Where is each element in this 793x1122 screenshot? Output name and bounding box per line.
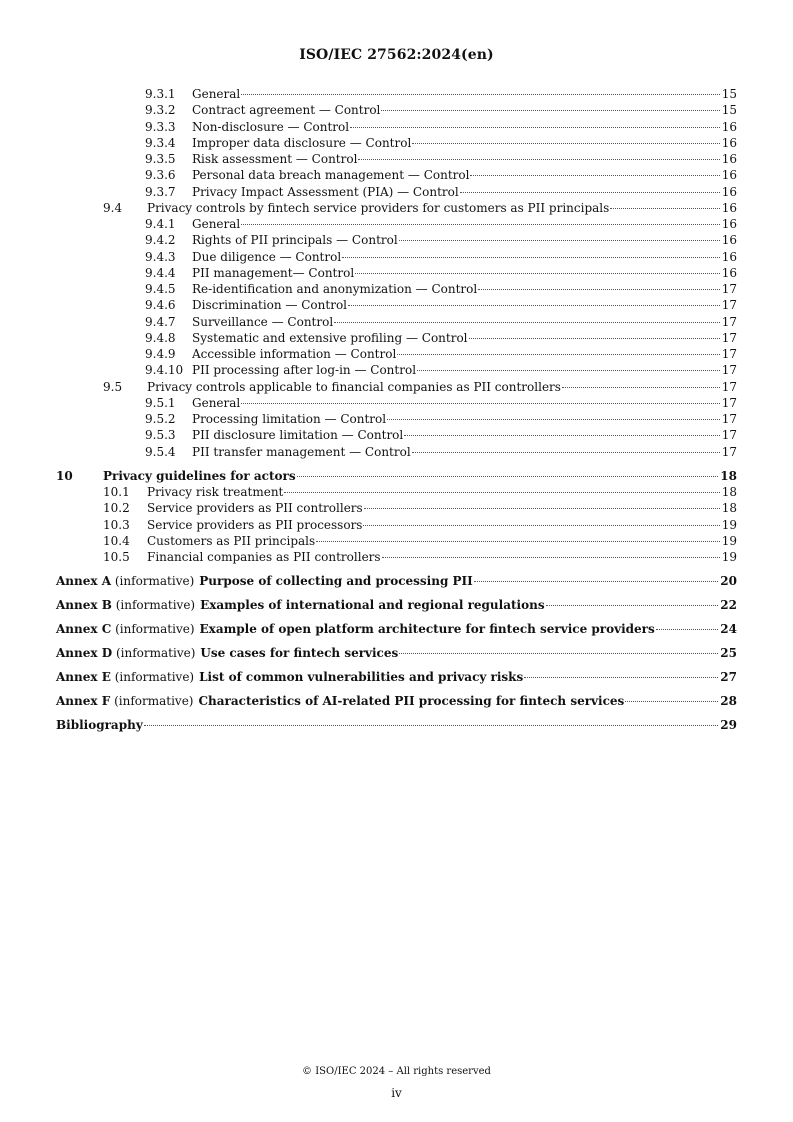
toc-entry-number: 9.3.4 bbox=[145, 135, 176, 150]
toc-entry-title: Contract agreement — Control bbox=[192, 103, 381, 118]
annex-type: (informative) bbox=[114, 574, 195, 589]
toc-annex-e[interactable] bbox=[56, 669, 737, 685]
toc-entry-title: Privacy risk treatment bbox=[147, 485, 284, 499]
toc-entry-9-4-6[interactable] bbox=[56, 297, 737, 313]
toc-entry-number: 9.4.1 bbox=[145, 217, 176, 231]
toc-entry-9-3-3[interactable] bbox=[56, 119, 737, 135]
toc-annex-a[interactable] bbox=[56, 573, 737, 589]
toc-entry-number: 9.4.2 bbox=[145, 233, 176, 248]
toc-entry-page: 25 bbox=[720, 646, 737, 661]
copyright-footer: © ISO/IEC 2024 – All rights reserved bbox=[302, 1066, 491, 1077]
toc-entry-page: 17 bbox=[721, 347, 737, 361]
toc-section-10-3[interactable] bbox=[56, 517, 737, 533]
toc-annex-d[interactable] bbox=[56, 645, 737, 661]
toc-annex-c[interactable] bbox=[56, 621, 737, 637]
toc-entry-9-4-9[interactable] bbox=[56, 346, 737, 362]
toc-entry-page: 20 bbox=[720, 574, 737, 589]
dot-leader bbox=[381, 110, 719, 111]
dot-leader bbox=[412, 452, 720, 453]
toc-entry-title: Due diligence — Control bbox=[192, 249, 342, 264]
dot-leader bbox=[469, 338, 720, 339]
toc-entry-title: Rights of PII principals — Control bbox=[192, 233, 398, 248]
toc-entry-page: 17 bbox=[721, 363, 737, 378]
toc-entry-number: 9.4.8 bbox=[145, 330, 176, 345]
toc-entry-number: 9.5 bbox=[103, 379, 123, 394]
dot-leader bbox=[241, 224, 719, 225]
dot-leader bbox=[546, 605, 719, 606]
toc-entry-title: Improper data disclosure — Control bbox=[192, 135, 412, 150]
toc-entry-title: List of common vulnerabilities and privacy risks bbox=[199, 670, 524, 685]
dot-leader bbox=[316, 541, 720, 542]
toc-entry-title: Non-disclosure — Control bbox=[192, 119, 350, 134]
toc-entry-number: 10.5 bbox=[103, 550, 130, 564]
toc-entry-number: 9.4.3 bbox=[145, 249, 176, 264]
dot-leader bbox=[241, 94, 719, 95]
toc-entry-title: Purpose of collecting and processing PII bbox=[199, 574, 473, 589]
dot-leader bbox=[470, 175, 719, 176]
toc-entry-title: Use cases for fintech services bbox=[200, 646, 399, 661]
toc-entry-page: 19 bbox=[721, 550, 737, 564]
toc-entry-title: Example of open platform architecture for fintech service providers bbox=[199, 622, 655, 637]
toc-entry-page: 15 bbox=[721, 103, 737, 118]
toc-entry-9-4-5[interactable] bbox=[56, 281, 737, 297]
dot-leader bbox=[399, 240, 720, 241]
toc-entry-title: Customers as PII principals bbox=[147, 533, 316, 548]
toc-clause-10[interactable] bbox=[56, 468, 737, 484]
toc-entry-9-4-10[interactable] bbox=[56, 362, 737, 378]
toc-section-10-5[interactable] bbox=[56, 549, 737, 565]
toc-entry-title: Service providers as PII processors bbox=[147, 517, 363, 532]
toc-entry-page: 17 bbox=[721, 330, 737, 345]
toc-entry-page: 17 bbox=[721, 444, 737, 459]
toc-entry-number: 9.4.7 bbox=[145, 314, 176, 329]
toc-entry-title: Examples of international and regional regulations bbox=[200, 598, 545, 613]
toc-entry-9-4-4[interactable] bbox=[56, 265, 737, 281]
dot-leader bbox=[342, 257, 720, 258]
annex-label: Annex A bbox=[56, 574, 112, 589]
dot-leader bbox=[364, 508, 720, 509]
toc-entry-page: 17 bbox=[721, 379, 737, 394]
toc-entry-title: General bbox=[192, 395, 241, 410]
annex-label: Annex B bbox=[56, 598, 112, 613]
toc-entry-page: 24 bbox=[720, 622, 737, 637]
dot-leader bbox=[478, 289, 720, 290]
toc-entry-title: Characteristics of AI-related PII processing for fintech services bbox=[198, 694, 625, 709]
dot-leader bbox=[382, 557, 720, 558]
toc-entry-title: PII processing after log-in — Control bbox=[192, 363, 417, 378]
dot-leader bbox=[284, 492, 719, 493]
toc-entry-number: 9.3.2 bbox=[145, 103, 176, 118]
toc-entry-number: 10.2 bbox=[103, 501, 130, 516]
toc-entry-page: 27 bbox=[720, 670, 737, 685]
toc-entry-9-5-4[interactable] bbox=[56, 444, 737, 460]
toc-entry-page: 17 bbox=[721, 428, 737, 443]
toc-entry-number: 10 bbox=[56, 468, 73, 483]
toc-entry-page: 19 bbox=[721, 533, 737, 548]
dot-leader bbox=[334, 322, 720, 323]
toc-entry-page: 16 bbox=[721, 217, 737, 231]
toc-entry-9-5-3[interactable] bbox=[56, 427, 737, 443]
toc-entry-title: Systematic and extensive profiling — Control bbox=[192, 330, 468, 345]
toc-entry-page: 16 bbox=[721, 233, 737, 248]
toc-entry-page: 16 bbox=[721, 200, 737, 215]
page-number: iv bbox=[391, 1086, 402, 1100]
toc-section-9-5[interactable] bbox=[56, 379, 737, 395]
toc-entry-title: General bbox=[192, 217, 241, 231]
toc-entry-9-4-8[interactable] bbox=[56, 330, 737, 346]
toc-entry-page: 16 bbox=[721, 135, 737, 150]
toc-entry-9-4-7[interactable] bbox=[56, 314, 737, 330]
table-of-contents bbox=[56, 86, 737, 733]
toc-entry-number: 9.3.1 bbox=[145, 87, 176, 101]
toc-entry-title: Privacy guidelines for actors bbox=[103, 468, 296, 483]
toc-entry-page: 18 bbox=[721, 485, 737, 499]
toc-entry-title: PII transfer management — Control bbox=[192, 444, 411, 459]
toc-entry-page: 15 bbox=[721, 87, 737, 101]
dot-leader bbox=[241, 403, 719, 404]
toc-annex-b[interactable] bbox=[56, 597, 737, 613]
dot-leader bbox=[144, 725, 719, 726]
dot-leader bbox=[350, 127, 720, 128]
dot-leader bbox=[412, 143, 719, 144]
toc-entry-number: 9.3.5 bbox=[145, 152, 176, 166]
toc-entry-9-4-1[interactable] bbox=[56, 216, 737, 232]
toc-entry-page: 17 bbox=[721, 412, 737, 426]
toc-entry-number: 9.5.1 bbox=[145, 395, 176, 410]
toc-entry-title: Re-identification and anonymization — Control bbox=[192, 282, 478, 296]
toc-entry-number: 9.3.7 bbox=[145, 184, 176, 199]
toc-entry-page: 17 bbox=[721, 395, 737, 410]
toc-entry-9-4-3[interactable] bbox=[56, 249, 737, 265]
dot-leader bbox=[297, 476, 719, 477]
toc-entry-9-3-7[interactable] bbox=[56, 184, 737, 200]
dot-leader bbox=[397, 354, 719, 355]
toc-entry-title: Discrimination — Control bbox=[192, 298, 348, 313]
dot-leader bbox=[610, 208, 719, 209]
dot-leader bbox=[387, 419, 720, 420]
dot-leader bbox=[417, 370, 720, 371]
toc-entry-title: Accessible information — Control bbox=[192, 347, 397, 361]
annex-type: (informative) bbox=[114, 694, 194, 709]
toc-entry-9-4-2[interactable] bbox=[56, 232, 737, 248]
toc-entry-number: 10.3 bbox=[103, 517, 130, 532]
toc-entry-9-3-5[interactable] bbox=[56, 151, 737, 167]
dot-leader bbox=[656, 629, 719, 630]
toc-entry-number: 10.1 bbox=[103, 485, 130, 499]
toc-entry-title: Personal data breach management — Control bbox=[192, 168, 470, 183]
toc-entry-number: 10.4 bbox=[103, 533, 130, 548]
annex-type: (informative) bbox=[115, 598, 196, 613]
annex-type: (informative) bbox=[115, 622, 195, 637]
dot-leader bbox=[562, 387, 720, 388]
toc-section-10-2[interactable] bbox=[56, 500, 737, 516]
toc-entry-9-3-4[interactable] bbox=[56, 135, 737, 151]
toc-entry-title: Financial companies as PII controllers bbox=[147, 550, 381, 564]
document-header-title: ISO/IEC 27562:2024(en) bbox=[299, 47, 494, 63]
toc-entry-number: 9.5.4 bbox=[145, 444, 176, 459]
toc-entry-title: Privacy controls applicable to financial companies as PII controllers bbox=[147, 379, 561, 394]
dot-leader bbox=[355, 273, 720, 274]
toc-entry-number: 9.4.10 bbox=[145, 363, 184, 378]
toc-entry-page: 16 bbox=[721, 249, 737, 264]
toc-entry-page: 16 bbox=[721, 152, 737, 166]
dot-leader bbox=[460, 192, 720, 193]
toc-entry-title: General bbox=[192, 87, 241, 101]
toc-entry-number: 9.4.6 bbox=[145, 298, 176, 313]
toc-annex-f[interactable] bbox=[56, 693, 737, 709]
toc-entry-page: 17 bbox=[721, 298, 737, 313]
dot-leader bbox=[399, 653, 718, 654]
toc-entry-title: Processing limitation — Control bbox=[192, 412, 387, 426]
toc-entry-title: Risk assessment — Control bbox=[192, 152, 358, 166]
toc-entry-page: 17 bbox=[721, 314, 737, 329]
toc-entry-page: 19 bbox=[721, 517, 737, 532]
toc-section-10-1[interactable] bbox=[56, 484, 737, 500]
dot-leader bbox=[524, 677, 718, 678]
toc-entry-number: 9.4 bbox=[103, 200, 123, 215]
toc-entry-title: PII management— Control bbox=[192, 265, 355, 280]
toc-entry-page: 18 bbox=[721, 501, 737, 516]
toc-entry-page: 22 bbox=[720, 598, 737, 613]
toc-entry-number: 9.5.2 bbox=[145, 412, 176, 426]
toc-entry-page: 16 bbox=[721, 265, 737, 280]
annex-label: Annex F bbox=[56, 694, 111, 709]
toc-entry-page: 17 bbox=[721, 282, 737, 296]
toc-entry-title: PII disclosure limitation — Control bbox=[192, 428, 404, 443]
toc-entry-9-3-1[interactable] bbox=[56, 86, 737, 102]
toc-entry-title: Surveillance — Control bbox=[192, 314, 334, 329]
dot-leader bbox=[363, 525, 719, 526]
annex-label: Annex D bbox=[56, 646, 113, 661]
dot-leader bbox=[625, 701, 718, 702]
toc-entry-page: 16 bbox=[721, 168, 737, 183]
toc-entry-9-5-2[interactable] bbox=[56, 411, 737, 427]
toc-entry-9-5-1[interactable] bbox=[56, 395, 737, 411]
toc-entry-number: 9.4.4 bbox=[145, 265, 176, 280]
toc-entry-page: 16 bbox=[721, 119, 737, 134]
toc-entry-page: 28 bbox=[720, 694, 737, 709]
annex-label: Annex E bbox=[56, 670, 111, 685]
toc-entry-page: 16 bbox=[721, 184, 737, 199]
annex-type: (informative) bbox=[115, 646, 196, 661]
toc-entry-9-3-2[interactable] bbox=[56, 102, 737, 118]
annex-label: Annex C bbox=[56, 622, 112, 637]
toc-bibliography[interactable] bbox=[56, 717, 737, 733]
toc-entry-number: 9.3.3 bbox=[145, 119, 176, 134]
toc-entry-page: 18 bbox=[720, 468, 737, 483]
toc-section-9-4[interactable] bbox=[56, 200, 737, 216]
toc-entry-page: 29 bbox=[720, 718, 737, 733]
toc-entry-9-3-6[interactable] bbox=[56, 167, 737, 183]
toc-entry-title: Privacy controls by fintech service providers for customers as PII principals bbox=[147, 200, 610, 215]
toc-entry-number: 9.3.6 bbox=[145, 168, 176, 183]
toc-entry-number: 9.5.3 bbox=[145, 428, 176, 443]
toc-entry-title: Bibliography bbox=[56, 718, 143, 733]
toc-entry-number: 9.4.5 bbox=[145, 282, 176, 296]
dot-leader bbox=[358, 159, 719, 160]
toc-section-10-4[interactable] bbox=[56, 533, 737, 549]
dot-leader bbox=[404, 435, 719, 436]
toc-entry-title: Service providers as PII controllers bbox=[147, 501, 363, 516]
toc-entry-number: 9.4.9 bbox=[145, 347, 176, 361]
dot-leader bbox=[348, 305, 720, 306]
annex-type: (informative) bbox=[114, 670, 195, 685]
dot-leader bbox=[474, 581, 719, 582]
toc-entry-title: Privacy Impact Assessment (PIA) — Control bbox=[192, 184, 459, 199]
